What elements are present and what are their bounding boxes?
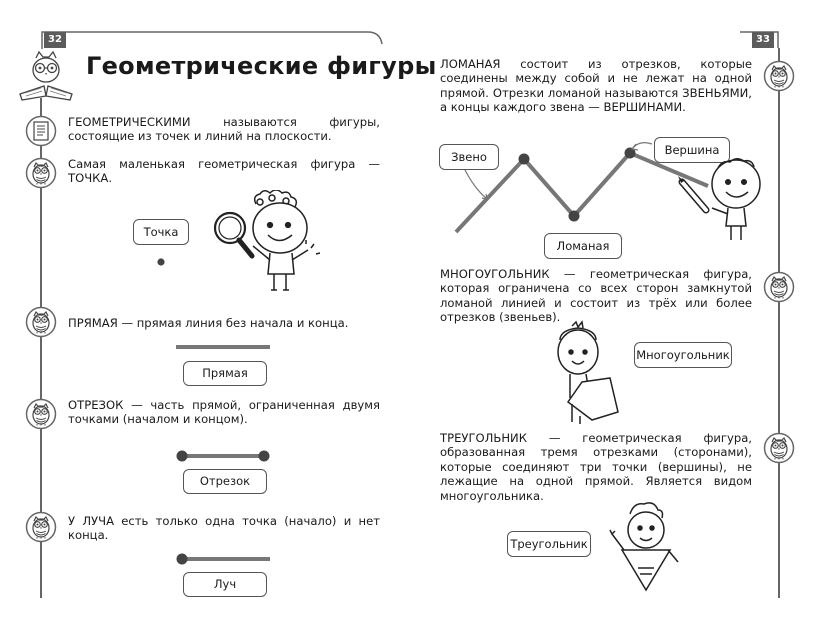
point-definition: Самая маленькая геометрическая фигура — ТОЧКА.: [68, 157, 380, 186]
segment-definition: ОТРЕЗОК — часть прямой, ограниченная двумя точками (началом и концом).: [68, 398, 380, 427]
triangle-label: Треугольник: [507, 531, 591, 557]
polyline-label: Ломаная: [544, 233, 622, 259]
boy-pencil-illustration: [676, 156, 774, 246]
book-icon: [25, 115, 57, 147]
page-number-right: 33: [752, 32, 774, 48]
page-title: Геометрические фигуры: [86, 52, 437, 80]
owl-icon: [763, 432, 795, 464]
line-label: Прямая: [183, 361, 267, 386]
vertex-label: Вершина: [654, 137, 730, 163]
triangle-definition: ТРЕУГОЛЬНИК — геометрическая фигура, образованная тремя отрезками (сторонами), которые соединяют три точки (вершины), не лежащие на одной прямой. Является видом многоугольника.: [440, 431, 752, 503]
right-timeline: [778, 48, 780, 598]
straight-line: [176, 343, 270, 351]
owl-icon: [25, 398, 57, 430]
owl-icon: [25, 306, 57, 338]
point-label: Точка: [133, 219, 189, 245]
page-frame-top: [40, 28, 385, 50]
polygon-definition: МНОГОУГОЛЬНИК — геометрическая фигура, которая ограничена со всех сторон замкнутой ломаной линией и состоит из трёх или более отрезков (звеньев).: [440, 267, 752, 325]
vertex-point: [569, 211, 580, 222]
ray-definition: У ЛУЧА есть только одна точка (начало) и нет конца.: [68, 514, 380, 543]
vertex-point: [519, 154, 530, 165]
segment-label: Отрезок: [183, 469, 267, 494]
girl-magnifier-illustration: [208, 190, 338, 302]
segment-figure: [174, 449, 272, 463]
point-dot: [155, 256, 167, 268]
teacher-owl-icon: [14, 48, 76, 102]
intro-text: ГЕОМЕТРИЧЕСКИМИ называются фигуры, состоящие из точек и линий на плоскости.: [68, 115, 380, 144]
girl-polygon-illustration: [548, 320, 628, 428]
polyline-definition: ЛОМАНАЯ состоит из отрезков, которые соединены между собой и не лежат на одной прямой. Отрезки ломаной называются ЗВЕНЬЯМИ, а концы каждого звена — ВЕРШИНАМИ.: [440, 57, 752, 115]
polygon-label: Многоугольник: [634, 342, 732, 368]
ray-figure: [174, 552, 272, 566]
link-label: Звено: [439, 144, 499, 170]
owl-icon: [763, 271, 795, 303]
boy-triangle-illustration: [600, 498, 684, 594]
owl-icon: [763, 60, 795, 92]
line-definition: ПРЯМАЯ — прямая линия без начала и конца.: [68, 316, 349, 330]
owl-icon: [25, 511, 57, 543]
owl-icon: [25, 157, 57, 189]
ray-label: Луч: [183, 572, 267, 597]
page-number-left: 32: [44, 32, 66, 48]
